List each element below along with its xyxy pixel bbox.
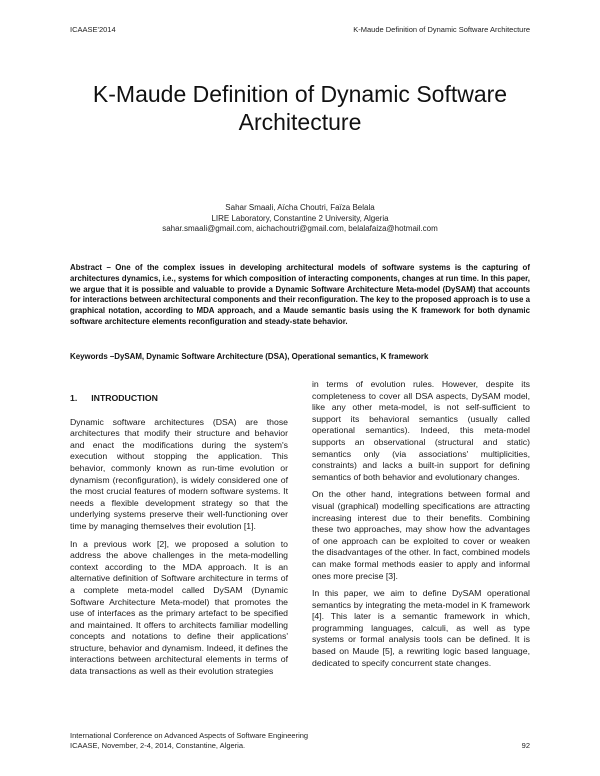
section-number: 1. (70, 393, 78, 403)
paper-title: K-Maude Definition of Dynamic Software Architecture (92, 81, 508, 135)
footer-conference: International Conference on Advanced Aspects of Software Engineering (70, 731, 309, 740)
page-number: 92 (521, 741, 530, 750)
paragraph: In this paper, we aim to define DySAM operational semantics by integrating the meta-model in K framework [4]. This later is a semantic framework in which, programming languages, calculi, as well as type systems or formal analysis tools can be defined. It is based on Maude [5], a rewriting logic based language, dedicated to specify concurrent state changes. (312, 588, 530, 668)
left-column (70, 393, 288, 684)
author-emails: sahar.smaali@gmail.com, aichachoutri@gmail.com, belalafaiza@hotmail.com (162, 224, 438, 233)
section-title: INTRODUCTION (91, 393, 158, 403)
keywords: Keywords –DySAM, Dynamic Software Architecture (DSA), Operational semantics, K framework (70, 352, 429, 361)
running-header-right: K-Maude Definition of Dynamic Software Architecture (353, 25, 530, 34)
paragraph: Dynamic software architectures (DSA) are those architectures that modify their structure and behavior and enact the modifications during the system's execution without stopping the application. This behavior, commonly known as run-time evolution or dynamism (reconfiguration), is widely considered one of the most crucial features of modern software systems. It needs a flexible development strategy so that the underlying systems preserve their well-functioning over time by managing themselves their evolution [1]. (70, 416, 288, 531)
footer-venue: ICAASE, November, 2-4, 2014, Constantine, Algeria. (70, 740, 246, 750)
author-names: Sahar Smaali, Aïcha Choutri, Faïza Belala (225, 203, 375, 212)
running-header-left: ICAASE'2014 (70, 25, 116, 34)
right-column (312, 379, 530, 675)
author-block (60, 203, 540, 235)
footer (70, 731, 308, 750)
section-heading (70, 393, 288, 405)
author-affiliation: LIRE Laboratory, Constantine 2 University, Algeria (211, 213, 389, 223)
paragraph: in terms of evolution rules. However, despite its completeness to cover all DSA aspects, DySAM model, like any other meta-model, is not self-sufficient to support its behavioral semantics (usually called operational semantics). Indeed, this meta-model supports an observational (structural and static) semantics only (via associations' multiplicities, constraints) and lacks a built-in support for defining semantics of both behavior and evolutionary changes. (312, 379, 530, 482)
paragraph: In a previous work [2], we proposed a solution to address the above challenges in the meta-modelling context according to the MDA approach. It is an alternative definition of Software architecture in terms of a complete meta-model called DySAM (Dynamic Software Architecture Meta-model) that promotes the use of interfaces as the primary artefact to be specified and maintained. It offers to architects familiar modelling concepts and notations to define their applications' structure, behavior and dynamism. Indeed, it defines the interactions between architectural elements in terms of data transactions as well as their evolution strategies (70, 538, 288, 677)
paragraph: On the other hand, integrations between formal and visual (graphical) modelling specifications are attracting increasing interest due to their benefits. Combining these two approaches, may show how the advantages of one approach can be exploited to cover or weaken the disadvantages of the other. In fact, combined models can make formal methods easier to apply and informal ones more precise [3]. (312, 489, 530, 581)
abstract: Abstract – One of the complex issues in developing architectural models of software systems is the capturing of architectures dynamics, i.e., systems for which composition of interacting components, changes at run time. In this paper, we argue that it is possible and valuable to provide a Dynamic Software Architecture Meta-model (DySAM) that accounts for interactions between architectural components and their reconfiguration. The key to the proposed approach is to use a graphical notation, according to MDA approach, and a Maude semantic basis using the K framework for both dynamic software architecture elements reconfiguration and steady-state behavior. (70, 263, 530, 326)
